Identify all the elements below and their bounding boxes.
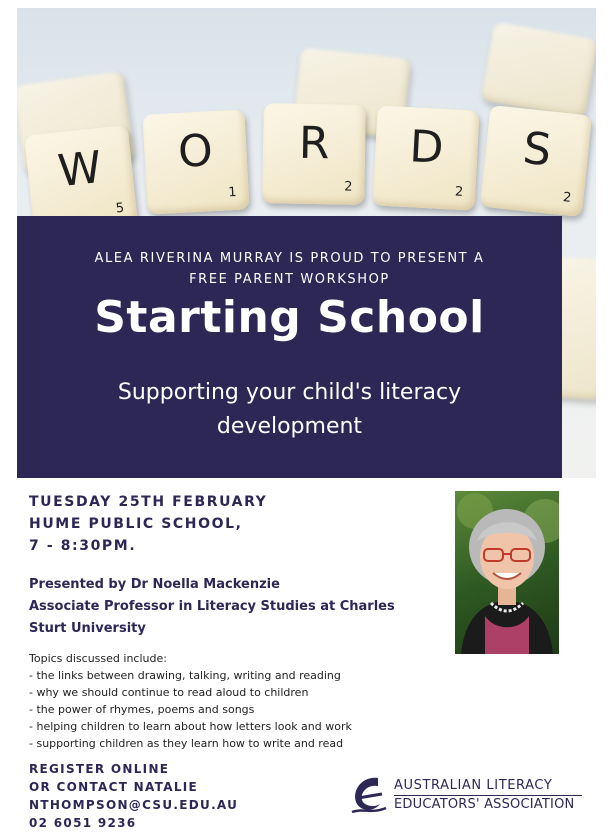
- topics-heading: Topics discussed include:: [29, 652, 167, 665]
- presenter-name: Presented by Dr Noella Mackenzie: [29, 577, 280, 592]
- letter-tile: [372, 105, 479, 210]
- alea-logo: [344, 770, 594, 820]
- register-online: REGISTER ONLINE: [29, 762, 170, 776]
- tile-letter: R: [298, 117, 330, 170]
- presenter-info: [29, 574, 449, 640]
- tile-points: 1: [227, 184, 238, 201]
- topics-list: [29, 650, 449, 752]
- tile-points: 2: [562, 190, 573, 206]
- letter-tile: [262, 103, 366, 205]
- contact-email[interactable]: NTHOMPSON@CSU.EDU.AU: [29, 798, 239, 812]
- subtitle-line: development: [216, 414, 363, 439]
- letter-tile: [142, 109, 249, 214]
- logo-line2: EDUCATORS' ASSOCIATION: [394, 797, 575, 812]
- list-item: - helping children to learn about how letters look and work: [29, 720, 352, 733]
- intro-line: FREE PARENT WORKSHOP: [189, 272, 390, 287]
- tile-letter: D: [408, 121, 445, 174]
- event-time: 7 - 8:30PM.: [29, 538, 137, 554]
- logo-divider: [394, 795, 582, 796]
- tile-points: 5: [115, 200, 125, 217]
- presenter-portrait: [455, 491, 559, 654]
- title-banner: [17, 216, 562, 478]
- page-title: Starting School: [94, 292, 485, 343]
- tile-letter: W: [55, 141, 105, 198]
- tile-letter: S: [520, 122, 554, 177]
- background-tile: [481, 21, 596, 118]
- list-item: - why we should continue to read aloud to children: [29, 686, 309, 699]
- contact-info: [29, 760, 238, 832]
- event-details: [29, 491, 267, 557]
- letter-tile: [480, 105, 592, 217]
- presenter-role: Associate Professor in Literacy Studies at Charles: [29, 599, 395, 614]
- list-item: - supporting children as they learn how to write and read: [29, 737, 344, 750]
- logo-line1: AUSTRALIAN LITERACY: [394, 778, 553, 793]
- tile-letter: O: [176, 125, 215, 178]
- presenter-university: Sturt University: [29, 621, 146, 636]
- list-item: - the power of rhymes, poems and songs: [29, 703, 255, 716]
- presenter-photo: [455, 491, 559, 654]
- contact-person: OR CONTACT NATALIE: [29, 780, 199, 794]
- intro-line: ALEA RIVERINA MURRAY IS PROUD TO PRESENT A: [94, 251, 485, 266]
- tile-points: 2: [454, 184, 464, 200]
- alea-logo-icon: [348, 772, 390, 816]
- list-item: - the links between drawing, talking, writing and reading: [29, 669, 341, 682]
- tile-points: 2: [344, 179, 353, 195]
- subtitle-line: Supporting your child's literacy: [117, 380, 462, 405]
- intro-text: [17, 248, 562, 290]
- contact-phone: 02 6051 9236: [29, 816, 137, 830]
- event-venue: HUME PUBLIC SCHOOL,: [29, 516, 243, 532]
- event-date: TUESDAY 25TH FEBRUARY: [29, 494, 268, 510]
- subtitle: [17, 376, 562, 444]
